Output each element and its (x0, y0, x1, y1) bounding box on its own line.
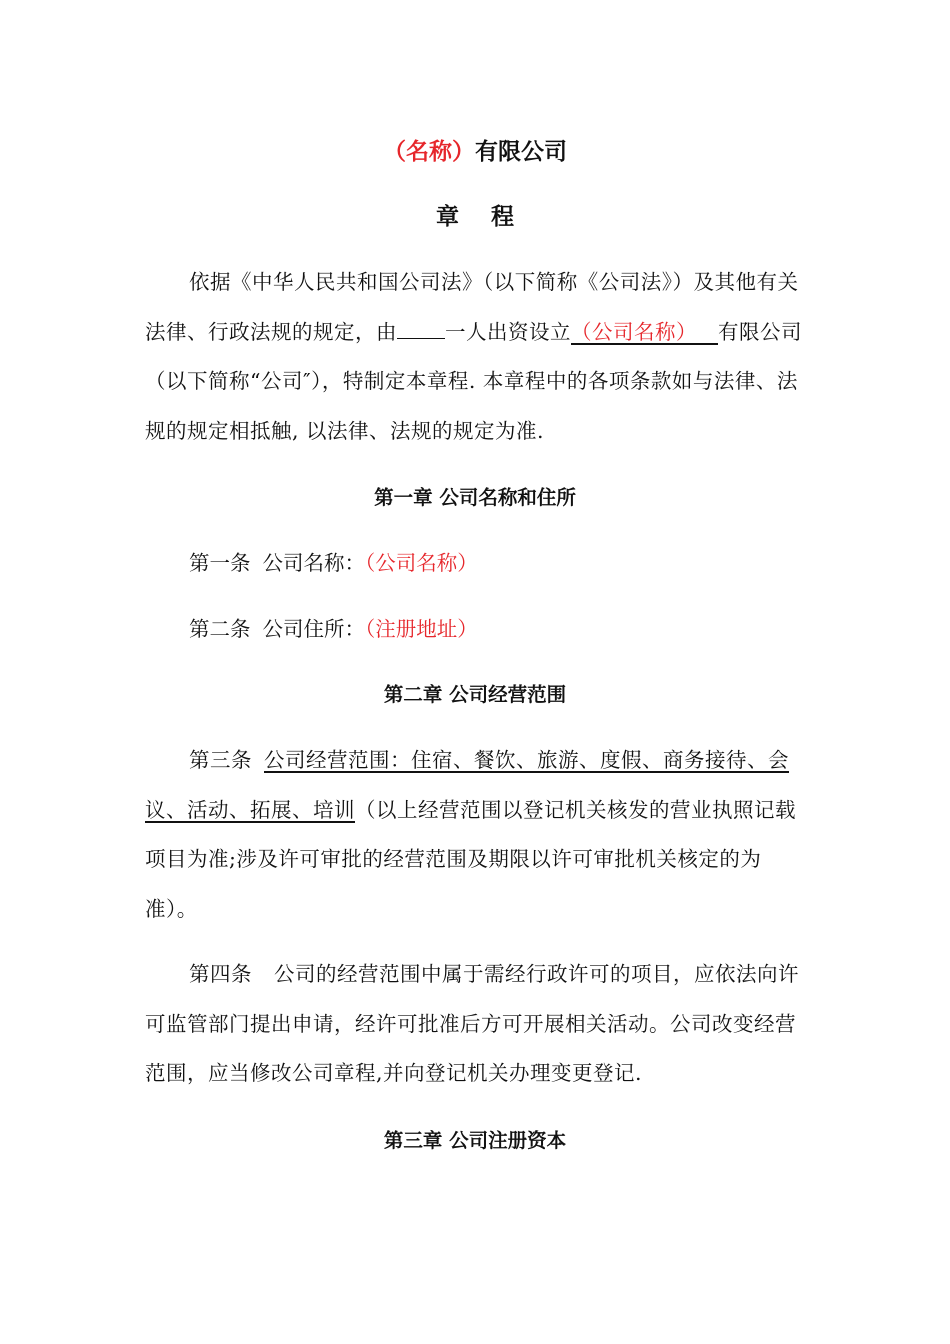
article3-note: （以上经营范围以登记机关核发的营业执照记载项目为准;涉及许可审批的经营范围及期限以许可审批机关核定的为准）。 (145, 797, 796, 921)
preamble-part2: 一人出资设立 (445, 319, 571, 344)
company-name-placeholder: （名称） (383, 139, 475, 165)
article-2 (189, 614, 478, 644)
article-3 (145, 736, 810, 934)
article2-text: 公司住所： (262, 617, 365, 641)
chapter3-heading: 第三章 公司注册资本 (383, 1129, 567, 1152)
chapter2-heading: 第二章 公司经营范围 (383, 683, 567, 706)
chapter1-heading: 第一章 公司名称和住所 (374, 486, 576, 509)
preamble-part1: 依据《中华人民共和国公司法》（以下简称《公司法》）及其他有关法律、行政法规的规定，由 (145, 270, 799, 344)
company-suffix: 有限公司 (475, 139, 567, 165)
document-subtitle: 章 程 (435, 204, 526, 230)
preamble-company-name-placeholder: （公司名称） (571, 319, 697, 344)
article4-label: 第四条 (189, 962, 252, 986)
document-title (0, 137, 950, 167)
article1-text: 公司名称： (262, 551, 365, 575)
article4-text: 公司的经营范围中属于需经行政许可的项目，应依法向许可监管部门提出申请，经许可批准后方可开展相关活动。公司改变经营范围，应当修改公司章程,并向登记机关办理变更登记. (145, 962, 799, 1085)
preamble-part3: 有限公司（以下简称“公司″），特制定本章程. 本章程中的各项条款如与法律、法规的规定相抵触, 以法律、法规的规定为准. (145, 319, 802, 443)
preamble-paragraph (145, 258, 810, 456)
article3-label: 第三条 (189, 748, 252, 772)
article-1 (189, 548, 478, 578)
article3-scope: 公司经营范围：住宿、餐饮、旅游、度假、商务接待、会议、活动、拓展、培训 (145, 748, 789, 822)
article2-value: （注册地址） (365, 617, 478, 641)
article1-value: （公司名称） (365, 551, 478, 575)
article2-label: 第二条 (189, 617, 251, 641)
article-4 (145, 950, 810, 1099)
founder-blank (397, 320, 445, 339)
article1-label: 第一条 (189, 551, 251, 575)
